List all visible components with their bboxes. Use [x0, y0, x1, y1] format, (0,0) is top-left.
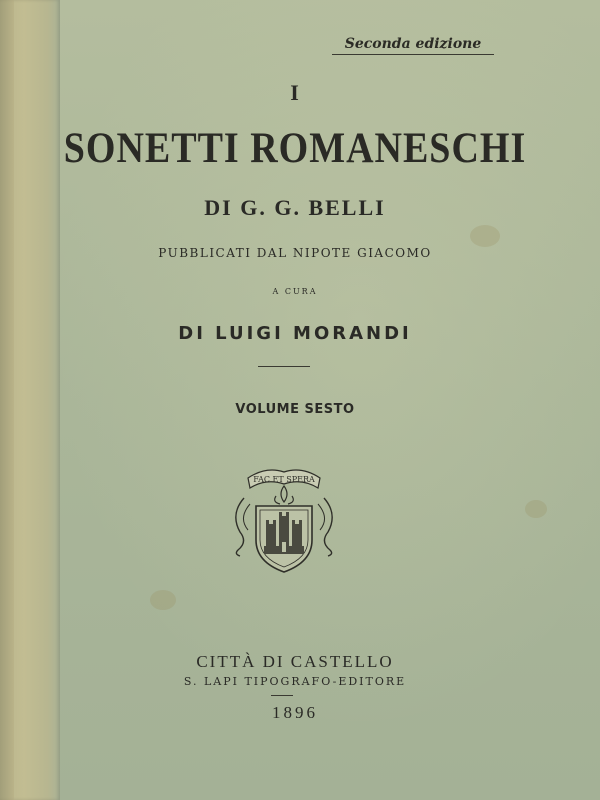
age-stain [525, 500, 547, 518]
author-line: DI G. G. BELLI [204, 195, 386, 220]
imprint-city: CITTÀ DI CASTELLO [196, 652, 394, 671]
series-number: I [290, 80, 300, 105]
imprint-year: 1896 [272, 703, 318, 722]
book-title: SONETTI ROMANESCHI [63, 123, 527, 173]
published-by-line: PUBBLICATI DAL NIPOTE GIACOMO [158, 246, 432, 260]
volume-label: VOLUME SESTO [235, 402, 355, 417]
editor-line: DI LUIGI MORANDI [178, 323, 412, 344]
divider-rule [258, 366, 310, 367]
imprint-printer: S. LAPI TIPOGRAFO-EDITORE [183, 675, 407, 688]
castle-crest-icon [226, 458, 342, 578]
curated-label: A CURA [272, 287, 318, 296]
edition-label: Seconda edizione [332, 36, 494, 55]
age-stain [470, 225, 500, 247]
spine-edge [0, 0, 14, 800]
imprint-rule [271, 695, 293, 696]
emblem-motto: FAC ET SPERA [253, 475, 315, 484]
age-stain [150, 590, 176, 610]
